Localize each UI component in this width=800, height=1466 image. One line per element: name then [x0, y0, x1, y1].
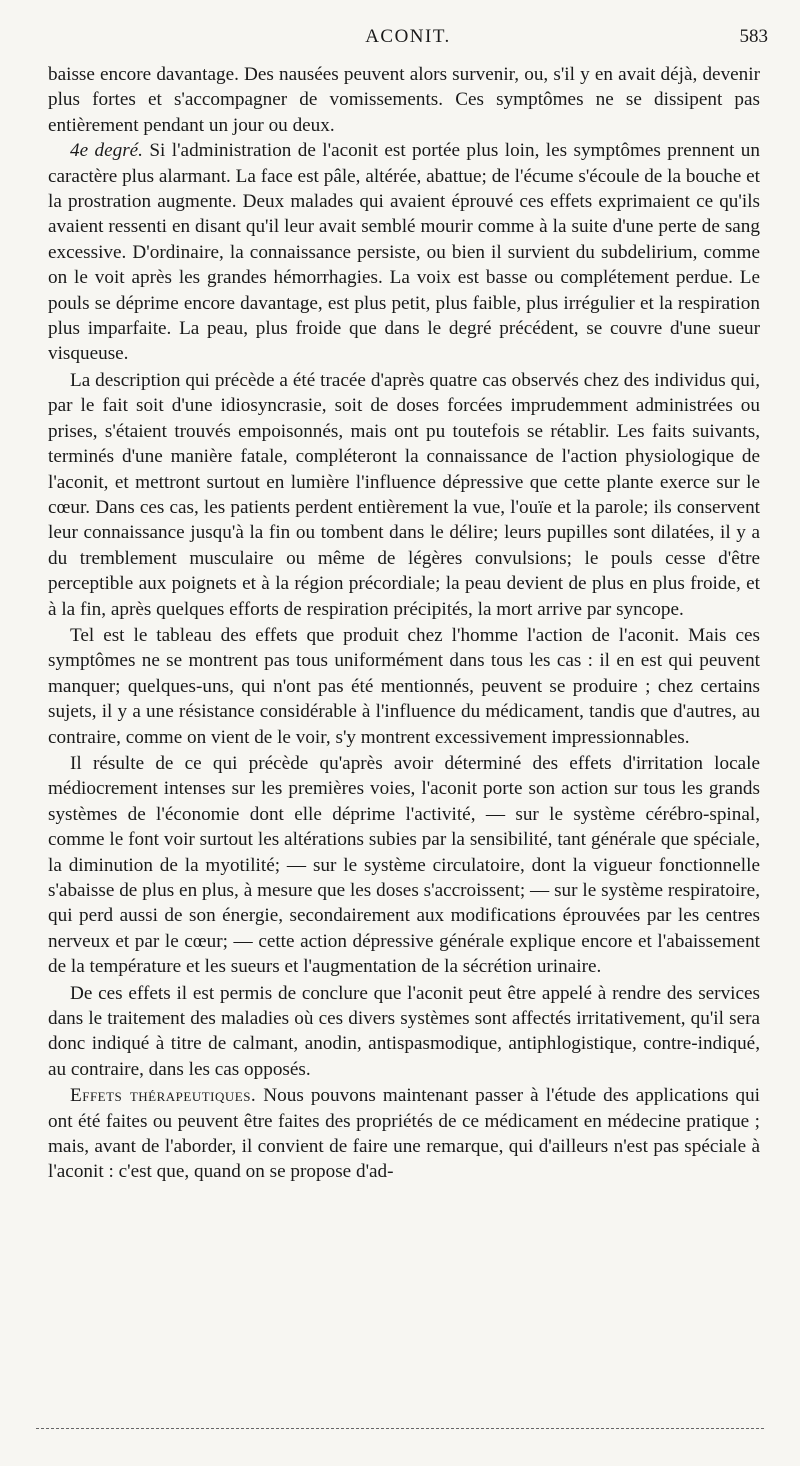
- paragraph-continuation: [48, 62, 760, 138]
- paragraph-effets-therapeutiques: [48, 1083, 760, 1185]
- body-text: [48, 62, 760, 1185]
- section-heading: Effets thérapeutiques.: [70, 1085, 257, 1107]
- paragraph-text: De ces effets il est permis de conclure que l'aconit peut être appelé à rendre des services dans le traitement des maladies où ces divers systèmes sont affectés irritativement, qu'il sera donc indiqué à titre de calmant, anodin, antispasmodique, antiphlogistique, contre-indiqué, au contraire, dans les cas opposés.: [48, 982, 760, 1080]
- running-head: [48, 26, 768, 50]
- paragraph-fourth-degree: [48, 138, 760, 367]
- paragraph-text: Il résulte de ce qui précède qu'après avoir déterminé des effets d'irritation locale médiocrement intenses sur les premières voies, l'aconit porte son action sur tous les grands systèmes de l'économie dont elle déprime l'activité, — sur le système cérébro-spinal, comme le font voir surtout les altérations subies par la sensibilité, tant générale que spéciale, la diminution de la myotilité; — sur le système circulatoire, dont la vigueur fonctionnelle s'abaisse de plus en plus, à mesure que les doses s'accroissent; — sur le système respiratoire, qui perd aussi de son énergie, secondairement aux modifications éprouvées par les centres nerveux et par le cœur; — cette action dépressive générale explique encore et l'abaissement de la température et les sueurs et l'augmentation de la sécrétion urinaire.: [48, 752, 760, 978]
- paragraph-conclusion: [48, 981, 760, 1083]
- running-head-title: ACONIT.: [365, 26, 451, 47]
- paragraph-text: Tel est le tableau des effets que produit chez l'homme l'action de l'aconit. Mais ces symptômes ne se montrent pas tous uniformément dans tous les cas : il en est qui peuvent manquer; quelques-uns, qui n'ont pas été mentionnés, peuvent se produire ; chez certains sujets, il y a une résistance considérable à l'influence du médicament, tandis que d'autres, au contraire, comme on vient de le voir, s'y montrent excessivement impressionnables.: [48, 624, 760, 748]
- paragraph-text: Si l'administration de l'aconit est portée plus loin, les symptômes prennent un caractère plus alarmant. La face est pâle, altérée, abattue; de l'écume s'écoule de la bouche et la prostration augmente. Deux malades qui avaient éprouvé ces effets exprimaient ce qu'ils avaient ressenti en disant qu'il leur avait semblé mourir comme à la suite d'une perte de sang excessive. D'ordinaire, la connaissance persiste, ou bien il survient du subdelirium, comme on le voit après les grandes hémorrhagies. La voix est basse ou complétement perdue. Le pouls se déprime encore davantage, est plus petit, plus faible, plus irrégulier et la respiration plus imparfaite. La peau, plus froide que dans le degré précédent, se couvre d'une sueur visqueuse.: [48, 140, 760, 365]
- paragraph-text: baisse encore davantage. Des nausées peuvent alors survenir, ou, s'il y en avait déjà, devenir plus fortes et s'accompagner de vomissements. Ces symptômes ne se dissipent pas entièrement pendant un jour ou deux.: [48, 64, 760, 136]
- paragraph-tableau: [48, 623, 760, 750]
- paragraph-text: Nous pouvons maintenant passer à l'étude des applications qui ont été faites ou peuvent être faites des propriétés de ce médicament en médecine pratique ; mais, avant de l'aborder, il convient de faire une remarque, qui d'ailleurs n'est pas spéciale à l'aconit : c'est que, quand on se propose d'ad-: [48, 1085, 760, 1183]
- paragraph-lead: 4e degré.: [70, 140, 143, 162]
- paragraph-resultat: [48, 751, 760, 980]
- footer-rule: [36, 1428, 764, 1429]
- paragraph-text: La description qui précède a été tracée d'après quatre cas observés chez des individus qui, par le fait soit d'une idiosyncrasie, soit de doses forcées imprudemment administrées ou prises, s'étaient trouvés empoisonnés, mais ont pu toutefois se rétablir. Les faits suivants, terminés d'une manière fatale, compléteront la connaissance de l'action physiologique de l'aconit, et mettront surtout en lumière l'influence dépressive que cette plante exerce sur le cœur. Dans ces cas, les patients perdent entièrement la vue, l'ouïe et la parole; ils conservent leur connaissance jusqu'à la fin ou tombent dans le délire; leurs pupilles sont dilatées, il y a du tremblement musculaire ou même de légères convulsions; le pouls cesse d'être perceptible aux poignets et à la région précordiale; la peau devient de plus en plus froide, et à la fin, après quelques efforts de respiration précipités, la mort arrive par syncope.: [48, 369, 760, 620]
- page-number: 583: [739, 26, 768, 47]
- paragraph-description: [48, 368, 760, 622]
